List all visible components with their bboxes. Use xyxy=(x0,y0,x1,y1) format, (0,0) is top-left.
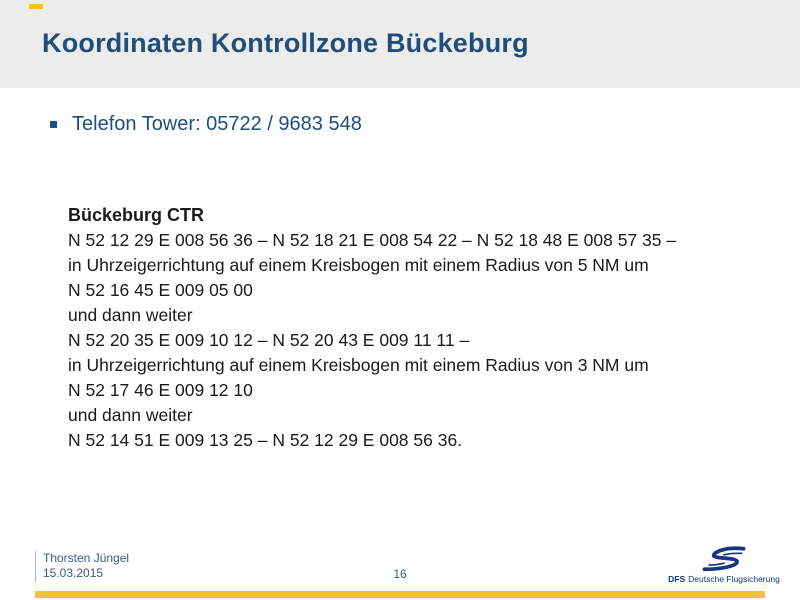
footer-divider-line xyxy=(35,551,36,582)
ctr-heading: Bückeburg CTR xyxy=(68,205,205,225)
coordinate-line: N 52 16 45 E 009 05 00 xyxy=(68,280,253,300)
dfs-logo xyxy=(668,545,780,584)
coordinate-line: in Uhrzeigerrichtung auf einem Kreisbogen mit einem Radius von 3 NM um xyxy=(68,355,649,375)
coordinate-line: N 52 20 35 E 009 10 12 – N 52 20 43 E 009 11 11 – xyxy=(68,330,470,350)
dfs-logo-abbr: DFS xyxy=(668,574,686,584)
coordinate-line: N 52 12 29 E 008 56 36 – N 52 18 21 E 008 54 22 – N 52 18 48 E 008 57 35 – xyxy=(68,230,677,250)
dfs-swoosh-icon xyxy=(700,545,748,573)
page-number: 16 xyxy=(393,567,407,581)
coordinates-text-block xyxy=(68,203,708,453)
coordinate-line: N 52 17 46 E 009 12 10 xyxy=(68,380,253,400)
bullet-item xyxy=(50,113,362,136)
coordinate-line: und dann weiter xyxy=(68,305,193,325)
dfs-logo-name: Deutsche Flugsicherung xyxy=(688,574,780,584)
slide-date: 15.03.2015 xyxy=(43,566,104,580)
dfs-logo-text xyxy=(668,574,780,584)
square-bullet-icon xyxy=(50,121,57,128)
author-name: Thorsten Jüngel xyxy=(43,551,130,565)
footer-author-block xyxy=(43,551,129,581)
gold-accent-dash xyxy=(29,4,43,9)
bullet-text: Telefon Tower: 05722 / 9683 548 xyxy=(72,113,362,135)
gold-accent-bar xyxy=(35,591,765,598)
coordinate-line: und dann weiter xyxy=(68,405,193,425)
coordinate-line: in Uhrzeigerrichtung auf einem Kreisbogen mit einem Radius von 5 NM um xyxy=(68,255,649,275)
slide-title: Koordinaten Kontrollzone Bückeburg xyxy=(42,28,529,58)
coordinate-line: N 52 14 51 E 009 13 25 – N 52 12 29 E 008 56 36. xyxy=(68,430,463,450)
